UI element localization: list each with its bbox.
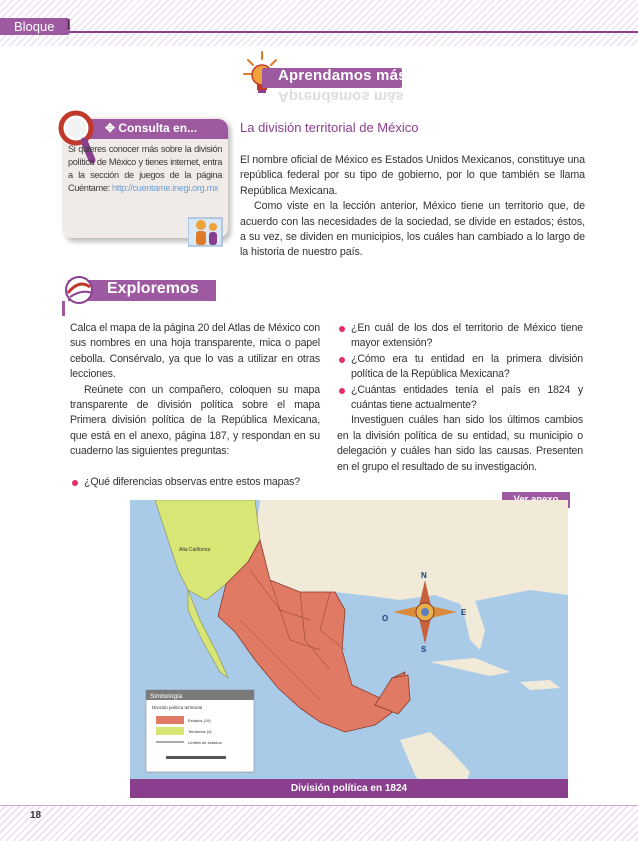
consulta-title: ✥ Consulta en...: [105, 121, 198, 135]
map-legend: [146, 690, 254, 772]
bullet-dot: [72, 480, 78, 486]
exploremos-accent: [62, 301, 65, 316]
map-1824: [130, 500, 568, 797]
compass-n: N: [421, 571, 427, 580]
aprendamos-title: Aprendamos más: [278, 67, 407, 84]
legend-title: Simbología: [150, 693, 183, 700]
header-band: [0, 0, 638, 46]
students-icon: [188, 212, 228, 248]
bullet-text: ¿Cómo era tu entidad en la primera división política de la República Mexicana?: [351, 352, 583, 381]
consulta-text-block: [68, 143, 222, 195]
bloque-number: I: [66, 17, 71, 33]
article-body: [240, 153, 585, 261]
bullet-text: ¿En cuál de los dos el territorio de México tiene mayor extensión?: [351, 322, 583, 350]
map-land-antilles: [520, 680, 560, 690]
bloque-label: Bloque: [14, 19, 55, 34]
map-label-alta-california: Alta California: [179, 547, 211, 553]
consulta-text: Si quieres conocer más sobre la división política de México y tienes internet, entra a la sección de juegos de la página Cuéntame:: [68, 144, 222, 193]
map-land-north: [255, 500, 568, 604]
consulta-title-text: Consulta en...: [118, 121, 198, 135]
compass-s: S: [421, 645, 427, 654]
map-svg: [130, 500, 568, 797]
legend-item-limites: Límites de estados: [188, 740, 222, 745]
exploremos-paragraph: Investiguen cuáles han sido los últimos cambios en la división política de su entidad, su municipio o delegación y cuáles han sido las causas. Presenten en el grupo el resultado de su investigación.: [337, 414, 583, 473]
bullet-dot: [339, 326, 345, 332]
exploremos-title: Exploremos: [107, 280, 199, 297]
compass-o: O: [382, 614, 389, 623]
bullet-item: [70, 475, 320, 490]
exploremos-icon: [62, 275, 96, 305]
header-rule: [0, 31, 638, 33]
exploremos-left-column: [70, 321, 320, 490]
compass-e: E: [461, 608, 467, 617]
exploremos-paragraph: Reúnete con un compañero, coloquen su mapa transparente de división política sobre el mapa Primera división política de la República Mexicana, que está en el anexo, página 187, y respondan en su cuaderno las siguientes preguntas:: [70, 383, 320, 458]
bullet-text: ¿Cuántas entidades tenía el país en 1824 y cuántas tiene actualmente?: [351, 383, 583, 412]
bullet-item: [337, 321, 583, 352]
page-number: 18: [30, 810, 42, 821]
article-paragraph: El nombre oficial de México es Estados Unidos Mexicanos, constituye una república federal por su tipo de gobierno, por lo que también se llama República Mexicana.: [240, 154, 585, 197]
legend-subtitle: División política territorial: [152, 705, 203, 710]
bullet-dot: [339, 388, 345, 394]
bullet-item: [337, 383, 583, 414]
aprendamos-reflection: Aprendamos más: [278, 88, 404, 105]
map-caption: División política en 1824: [130, 779, 568, 798]
bullet-dot: [339, 357, 345, 363]
bullet-item: [337, 352, 583, 383]
bloque-tab: [0, 18, 70, 35]
exploremos-paragraph: Calca el mapa de la página 20 del Atlas de México con sus nombres en una hoja transparente, mica o papel cebolla. Consérvalo, ya que lo vas a utilizar en otras lecciones.: [70, 322, 320, 381]
legend-item-territorios: Territorios (4): [188, 729, 212, 734]
bullet-text: ¿Qué diferencias observas entre estos mapas?: [84, 475, 300, 488]
legend-item-estados: Estados (19): [188, 718, 211, 723]
exploremos-right-column: [337, 321, 583, 475]
map-land-cuba: [430, 658, 510, 676]
article-title: La división territorial de México: [240, 120, 419, 135]
footer-band: [0, 806, 638, 841]
consulta-link[interactable]: http://cuentame.inegi.org.mx: [112, 183, 219, 193]
article-paragraph: Como viste en la lección anterior, México tiene un territorio que, de acuerdo con las necesidades de la sociedad, se divide en estados; éstos, a su vez, se dividen en municipios, los cuáles han cambiado a lo largo de la historia de nuestro país.: [240, 200, 585, 259]
